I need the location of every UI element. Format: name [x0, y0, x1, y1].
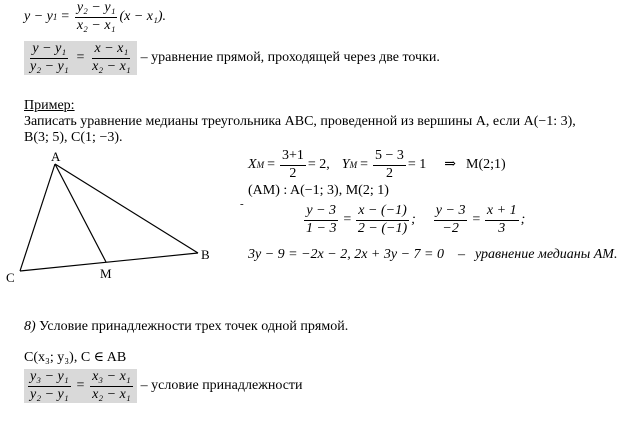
xm-denominator: 2	[289, 165, 297, 181]
median-final-equation	[248, 248, 617, 262]
final-dash: –	[458, 247, 465, 262]
ym-result: = 1	[407, 157, 427, 173]
ym-equals: =	[360, 157, 368, 173]
sub-f1-numerator: y − 3	[304, 204, 338, 221]
eq2-left-denominator: y₂ − y₁	[30, 58, 69, 74]
eq1-equals: =	[60, 9, 70, 25]
side-ab	[55, 164, 198, 253]
sub-f2-denominator: 2 − (−1)	[357, 220, 408, 236]
sub-fraction-3	[434, 204, 468, 236]
cond-right-denominator: x₂ − x₁	[92, 386, 131, 402]
two-point-formula	[24, 41, 137, 75]
cond-fraction-right	[90, 370, 133, 402]
sub-fraction-2	[356, 204, 409, 236]
stray-dash: -	[240, 198, 244, 210]
sub-f4-denominator: 3	[498, 220, 506, 236]
example-text-line1: Записать уравнение медианы треугольника ABC, проведенной из вершины A, если A(−1: 3),	[24, 114, 576, 129]
collinearity-condition	[24, 369, 303, 403]
sub-fraction-1	[304, 204, 338, 236]
sub-f4-numerator: x + 1	[485, 204, 519, 221]
vertex-label-c: C	[6, 270, 15, 285]
ym-fraction	[373, 149, 406, 181]
xm-fraction	[280, 149, 306, 181]
sub-end: ;	[520, 212, 526, 228]
midpoint-label-m: M	[100, 266, 112, 281]
section-8-number: 8)	[24, 319, 36, 334]
ym-denominator: 2	[385, 165, 393, 181]
section-8-title: Условие принадлежности трех точек одной прямой.	[39, 319, 349, 334]
cond-left-numerator: y₃ − y₁	[28, 370, 71, 387]
xm-numerator: 3+1	[280, 149, 306, 166]
sub-f2-numerator: x − (−1)	[356, 204, 408, 221]
median-am	[55, 164, 106, 262]
example-text-line2: B(3; 5), C(1; −3).	[24, 130, 123, 145]
sub-f1-denominator: 1 − 3	[306, 220, 337, 236]
sub-equals-1: =	[342, 212, 352, 228]
eq1-denominator: x₂ − x₁	[76, 17, 116, 33]
two-point-equation	[24, 41, 440, 75]
ym-label: Y	[341, 157, 350, 173]
section-8-heading	[24, 320, 348, 334]
eq1-numerator: y₂ − y₁	[75, 1, 118, 18]
xm-result: = 2,	[307, 157, 330, 173]
sub-separator: ;	[411, 212, 416, 228]
eq2-right-denominator: x₂ − x₁	[92, 58, 131, 74]
cond-fraction-left	[28, 370, 71, 402]
final-equation-text: 3y − 9 = −2x − 2, 2x + 3y − 7 = 0	[248, 247, 444, 262]
eq2-left-numerator: y − y₁	[30, 42, 68, 59]
xm-label: X	[248, 157, 257, 173]
eq1-lhs: y − y	[24, 9, 53, 25]
sub-f3-numerator: y − 3	[434, 204, 468, 221]
implies-arrow: ⇒	[444, 157, 457, 173]
xm-equals: =	[267, 157, 275, 173]
sub-fraction-4	[485, 204, 519, 236]
eq2-right-numerator: x − x₁	[92, 42, 130, 59]
vertex-label-a: A	[51, 149, 61, 164]
am-line-points: (AM) : A(−1; 3), M(2; 1)	[248, 183, 389, 198]
example-heading: Пример:	[24, 98, 75, 113]
eq1-tail: (x − x₁).	[119, 9, 167, 25]
midpoint-coordinates: M(2;1)	[466, 157, 506, 173]
eq2-equals: =	[75, 50, 86, 66]
final-description: уравнение медианы AM.	[475, 247, 618, 262]
side-ac	[20, 164, 55, 271]
sub-equals-2: =	[471, 212, 481, 228]
substitution-equations	[302, 204, 525, 236]
eq2-fraction-right	[90, 42, 133, 74]
cond-right-numerator: x₃ − x₁	[90, 370, 133, 387]
two-point-description: – уравнение прямой, проходящей через две точки.	[140, 50, 440, 66]
collinearity-formula	[24, 369, 137, 403]
cond-equals: =	[75, 378, 86, 394]
sub-f3-denominator: −2	[442, 220, 459, 236]
eq1-fraction	[75, 1, 118, 33]
eq2-fraction-left	[28, 42, 71, 74]
triangle-diagram	[0, 145, 230, 290]
vertex-label-b: B	[201, 247, 210, 262]
collinearity-point-line: C(x₃; y₃), C ∈ AB	[24, 350, 127, 365]
midpoint-calculation: X M = $\frac{3+1}{2}$ = 2, Y M = $\frac{5 - 3}{2}$ = 1 ⇒ M(2;1)	[248, 148, 506, 181]
collinearity-description: – условие принадлежности	[140, 378, 303, 394]
line-equation-parametric: y − y 1 = $\frac{\text{y₂ − y₁}}{\text{x₂ − x₁}}$ (x − x₁).	[24, 0, 167, 33]
ym-numerator: 5 − 3	[373, 149, 406, 166]
cond-left-denominator: y₂ − y₁	[30, 386, 69, 402]
